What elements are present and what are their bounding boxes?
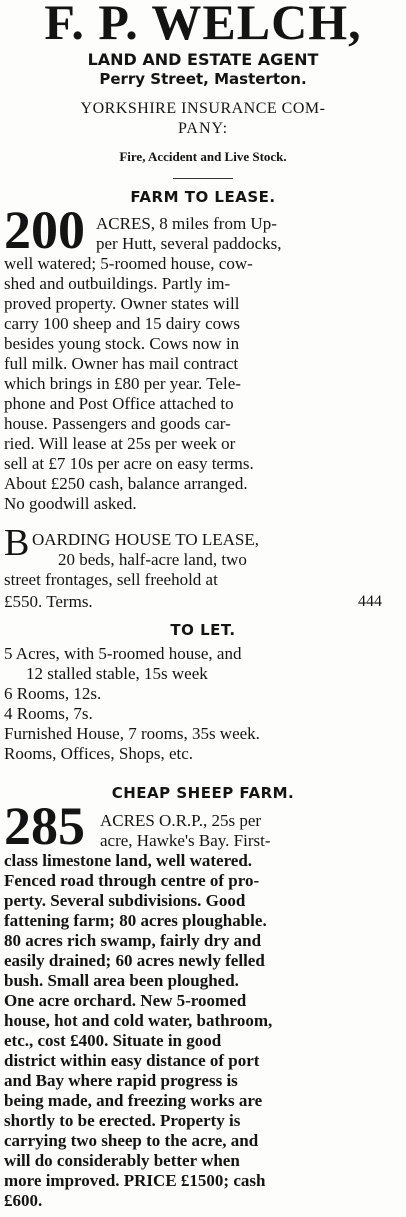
sheep-line: bush. Small area been ploughed.	[4, 971, 239, 990]
sheep-line: £600.	[4, 1191, 43, 1210]
agent-name: F. P. WELCH,	[44, 0, 362, 50]
sheep-line-beside-1: ACRES O.R.P., 25s per	[100, 811, 262, 830]
farm-line: About £250 cash, balance arranged.	[4, 474, 248, 493]
sheep-farm-heading: CHEAP SHEEP FARM.	[111, 784, 295, 802]
sheep-line: perty. Several subdivisions. Good	[4, 891, 246, 910]
boarding-reference-number: 444	[358, 593, 382, 610]
to-let-line: 5 Acres, with 5-roomed house, and	[4, 644, 242, 663]
to-let-line: 6 Rooms, 12s.	[4, 684, 102, 703]
farm-line: full milk. Owner has mail contract	[4, 354, 239, 373]
sheep-line: easily drained; 60 acres newly felled	[4, 951, 265, 970]
sheep-line: being made, and freezing works are	[4, 1091, 263, 1110]
boarding-line-3: street frontages, sell freehold at	[4, 570, 218, 589]
farm-line: sell at £7 10s per acre on easy terms.	[4, 454, 254, 473]
boarding-line-2: 20 beds, half-acre land, two	[58, 550, 247, 569]
sheep-line: Fenced road through centre of pro-	[4, 871, 260, 890]
sheep-line: etc., cost £400. Situate in good	[4, 1031, 222, 1050]
farm-line: house. Passengers and goods car-	[4, 414, 231, 433]
agent-trade: LAND AND ESTATE AGENT	[87, 50, 319, 69]
sheep-line: shortly to be erected. Property is	[4, 1111, 241, 1130]
sheep-line: class limestone land, well watered.	[4, 851, 253, 870]
farm-acreage-number: 200	[4, 200, 85, 260]
sheep-line: more improved. PRICE £1500; cash	[4, 1171, 266, 1190]
sheep-line: house, hot and cold water, bathroom,	[4, 1011, 273, 1030]
sheep-line: district within easy distance of port	[4, 1051, 260, 1070]
boarding-line-4: £550. Terms.	[4, 592, 93, 611]
farm-line: besides young stock. Cows now in	[4, 334, 240, 353]
farm-line: shed and outbuildings. Partly im-	[4, 274, 231, 293]
farm-to-lease-heading: FARM TO LEASE.	[130, 188, 276, 206]
farm-line-beside-2: per Hutt, several paddocks,	[96, 234, 282, 253]
sheep-line: will do considerably better when	[4, 1151, 240, 1170]
farm-line: ried. Will lease at 25s per week or	[4, 434, 236, 453]
farm-line: carry 100 sheep and 15 dairy cows	[4, 314, 241, 333]
farm-line: proved property. Owner states will	[4, 294, 240, 313]
section-divider	[173, 178, 233, 179]
farm-line: No goodwill asked.	[4, 494, 137, 513]
to-let-heading: TO LET.	[170, 621, 236, 639]
farm-line: phone and Post Office attached to	[4, 394, 234, 413]
sheep-line: carrying two sheep to the acre, and	[4, 1131, 259, 1150]
sheep-line: 80 acres rich swamp, fairly dry and	[4, 931, 262, 950]
farm-line: which brings in £80 per year. Tele-	[4, 374, 241, 393]
sheep-line: fattening farm; 80 acres ploughable.	[4, 911, 267, 930]
to-let-line: 4 Rooms, 7s.	[4, 704, 93, 723]
sheep-farm-acreage-number: 285	[4, 796, 85, 856]
to-let-line: 12 stalled stable, 15s week	[26, 664, 208, 683]
insurance-cover: Fire, Accident and Live Stock.	[119, 149, 287, 164]
to-let-line: Rooms, Offices, Shops, etc.	[4, 744, 194, 763]
boarding-line-1: OARDING HOUSE TO LEASE,	[32, 530, 259, 549]
insurer-line-2: PANY:	[177, 120, 229, 137]
farm-line-beside-1: ACRES, 8 miles from Up-	[96, 214, 277, 233]
sheep-line: One acre orchard. New 5-roomed	[4, 991, 247, 1010]
to-let-line: Furnished House, 7 rooms, 35s week.	[4, 724, 260, 743]
agent-address: Perry Street, Masterton.	[99, 70, 307, 88]
farm-line: well watered; 5-roomed house, cow-	[4, 254, 253, 273]
boarding-drop-cap: B	[4, 522, 30, 564]
insurer-line-1: YORKSHIRE INSURANCE COM-	[80, 100, 326, 117]
sheep-line: and Bay where rapid progress is	[4, 1071, 238, 1090]
sheep-line-beside-2: acre, Hawke's Bay. First-	[100, 831, 271, 850]
